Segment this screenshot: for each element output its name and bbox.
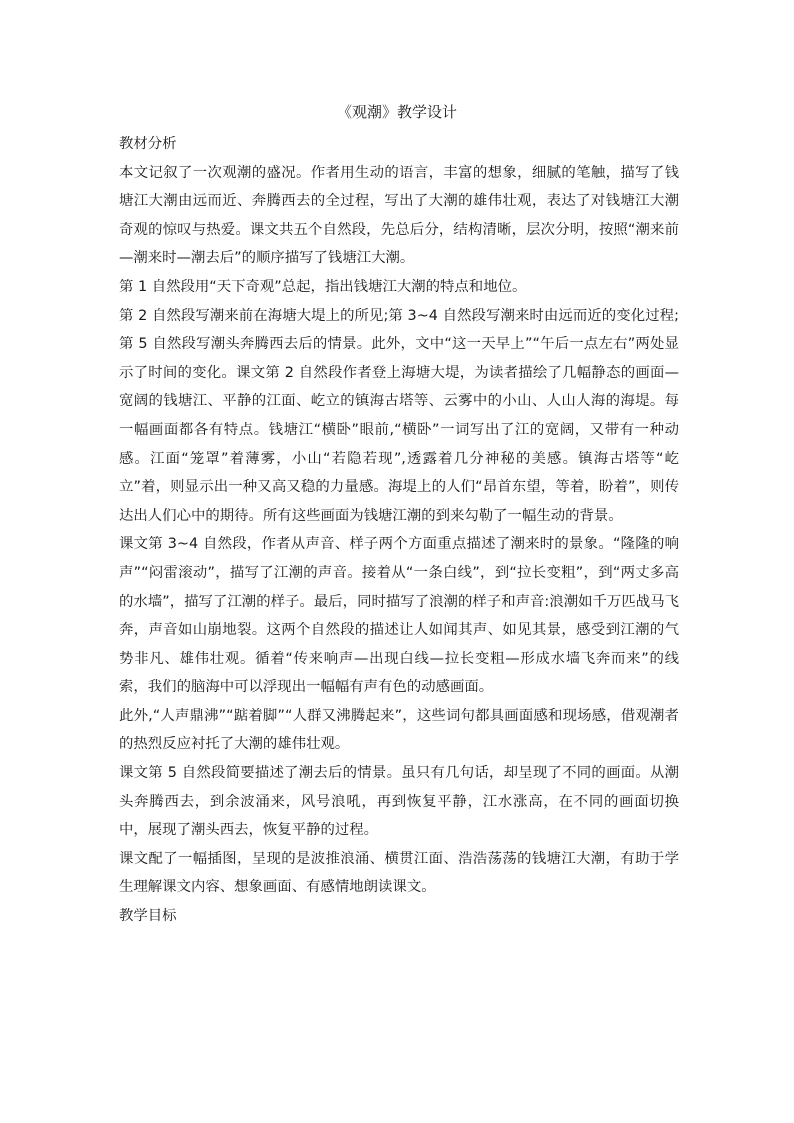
section-heading-objectives: 教学目标 <box>119 908 177 925</box>
document-title: 《观潮》教学设计 <box>336 103 457 121</box>
paragraph: 课文第 3~4 自然段，作者从声音、样子两个方面重点描述了潮来时的景象。“隆隆的响声”“闷雷滚动”，描写了江潮的声音。接着从“一条白线”，到“拉长变粗”，到“两丈多高的水墙”，描写了江潮的样子。最后，同时描写了浪潮的样子和声音:浪潮如千万匹战马飞奔，声音如山崩地裂。这两个自然段的描述让人如闻其声、如见其景，感受到江潮的气势非凡、雄伟壮观。循着“传来响声—出现白线—拉长变粗—形成水墙飞奔而来”的线索，我们的脑海中可以浮现出一幅幅有声有色的动感画面。 <box>119 536 679 696</box>
section-heading-analysis: 教材分析 <box>119 136 177 152</box>
document-body <box>119 130 679 931</box>
paragraph: 第 2 自然段写潮来前在海塘大堤上的所见;第 3~4 自然段写潮来时由远而近的变化过程;第 5 自然段写潮头奔腾西去后的情景。此外，文中“这一天早上”“午后一点左右”两处显示了时间的变化。课文第 2 自然段作者登上海塘大堤，为读者描绘了几幅静态的画面—宽阔的钱塘江、平静的江面、屹立的镇海古塔等、云雾中的小山、人山人海的海堤。每一幅画面都各有特点。钱塘江“横卧”眼前,“横卧”一词写出了江的宽阔，又带有一种动感。江面“笼罩”着薄雾，小山“若隐若现”,透露着几分神秘的美感。镇海古塔等“屹立”着，则显示出一种又高又稳的力量感。海堤上的人们“昂首东望，等着，盼着”，则传达出人们心中的期待。所有这些画面为钱塘江潮的到来勾勒了一幅生动的背景。 <box>119 307 679 524</box>
paragraph: 本文记叙了一次观潮的盛况。作者用生动的语言，丰富的想象，细腻的笔触，描写了钱塘江大潮由远而近、奔腾西去的全过程，写出了大潮的雄伟壮观，表达了对钱塘江大潮奇观的惊叹与热爱。课文共五个自然段，先总后分，结构清晰，层次分明，按照“潮来前—潮来时—潮去后”的顺序描写了钱塘江大潮。 <box>119 164 679 267</box>
paragraph: 此外,“人声鼎沸”“踮着脚”“人群又沸腾起来”，这些词句都具画面感和现场感，借观潮者的热烈反应衬托了大潮的雄伟壮观。 <box>119 707 679 753</box>
paragraph: 课文第 5 自然段简要描述了潮去后的情景。虽只有几句话，却呈现了不同的画面。从潮头奔腾西去，到余波涌来，风号浪吼，再到恢复平静，江水涨高，在不同的画面切换中，展现了潮头西去，恢复平静的过程。 <box>119 765 679 839</box>
paragraph: 第 1 自然段用“天下奇观”总起，指出钱塘江大潮的特点和地位。 <box>119 278 527 295</box>
paragraph: 课文配了一幅插图，呈现的是波推浪涌、横贯江面、浩浩荡荡的钱塘江大潮，有助于学生理解课文内容、想象画面、有感情地朗读课文。 <box>119 850 679 896</box>
